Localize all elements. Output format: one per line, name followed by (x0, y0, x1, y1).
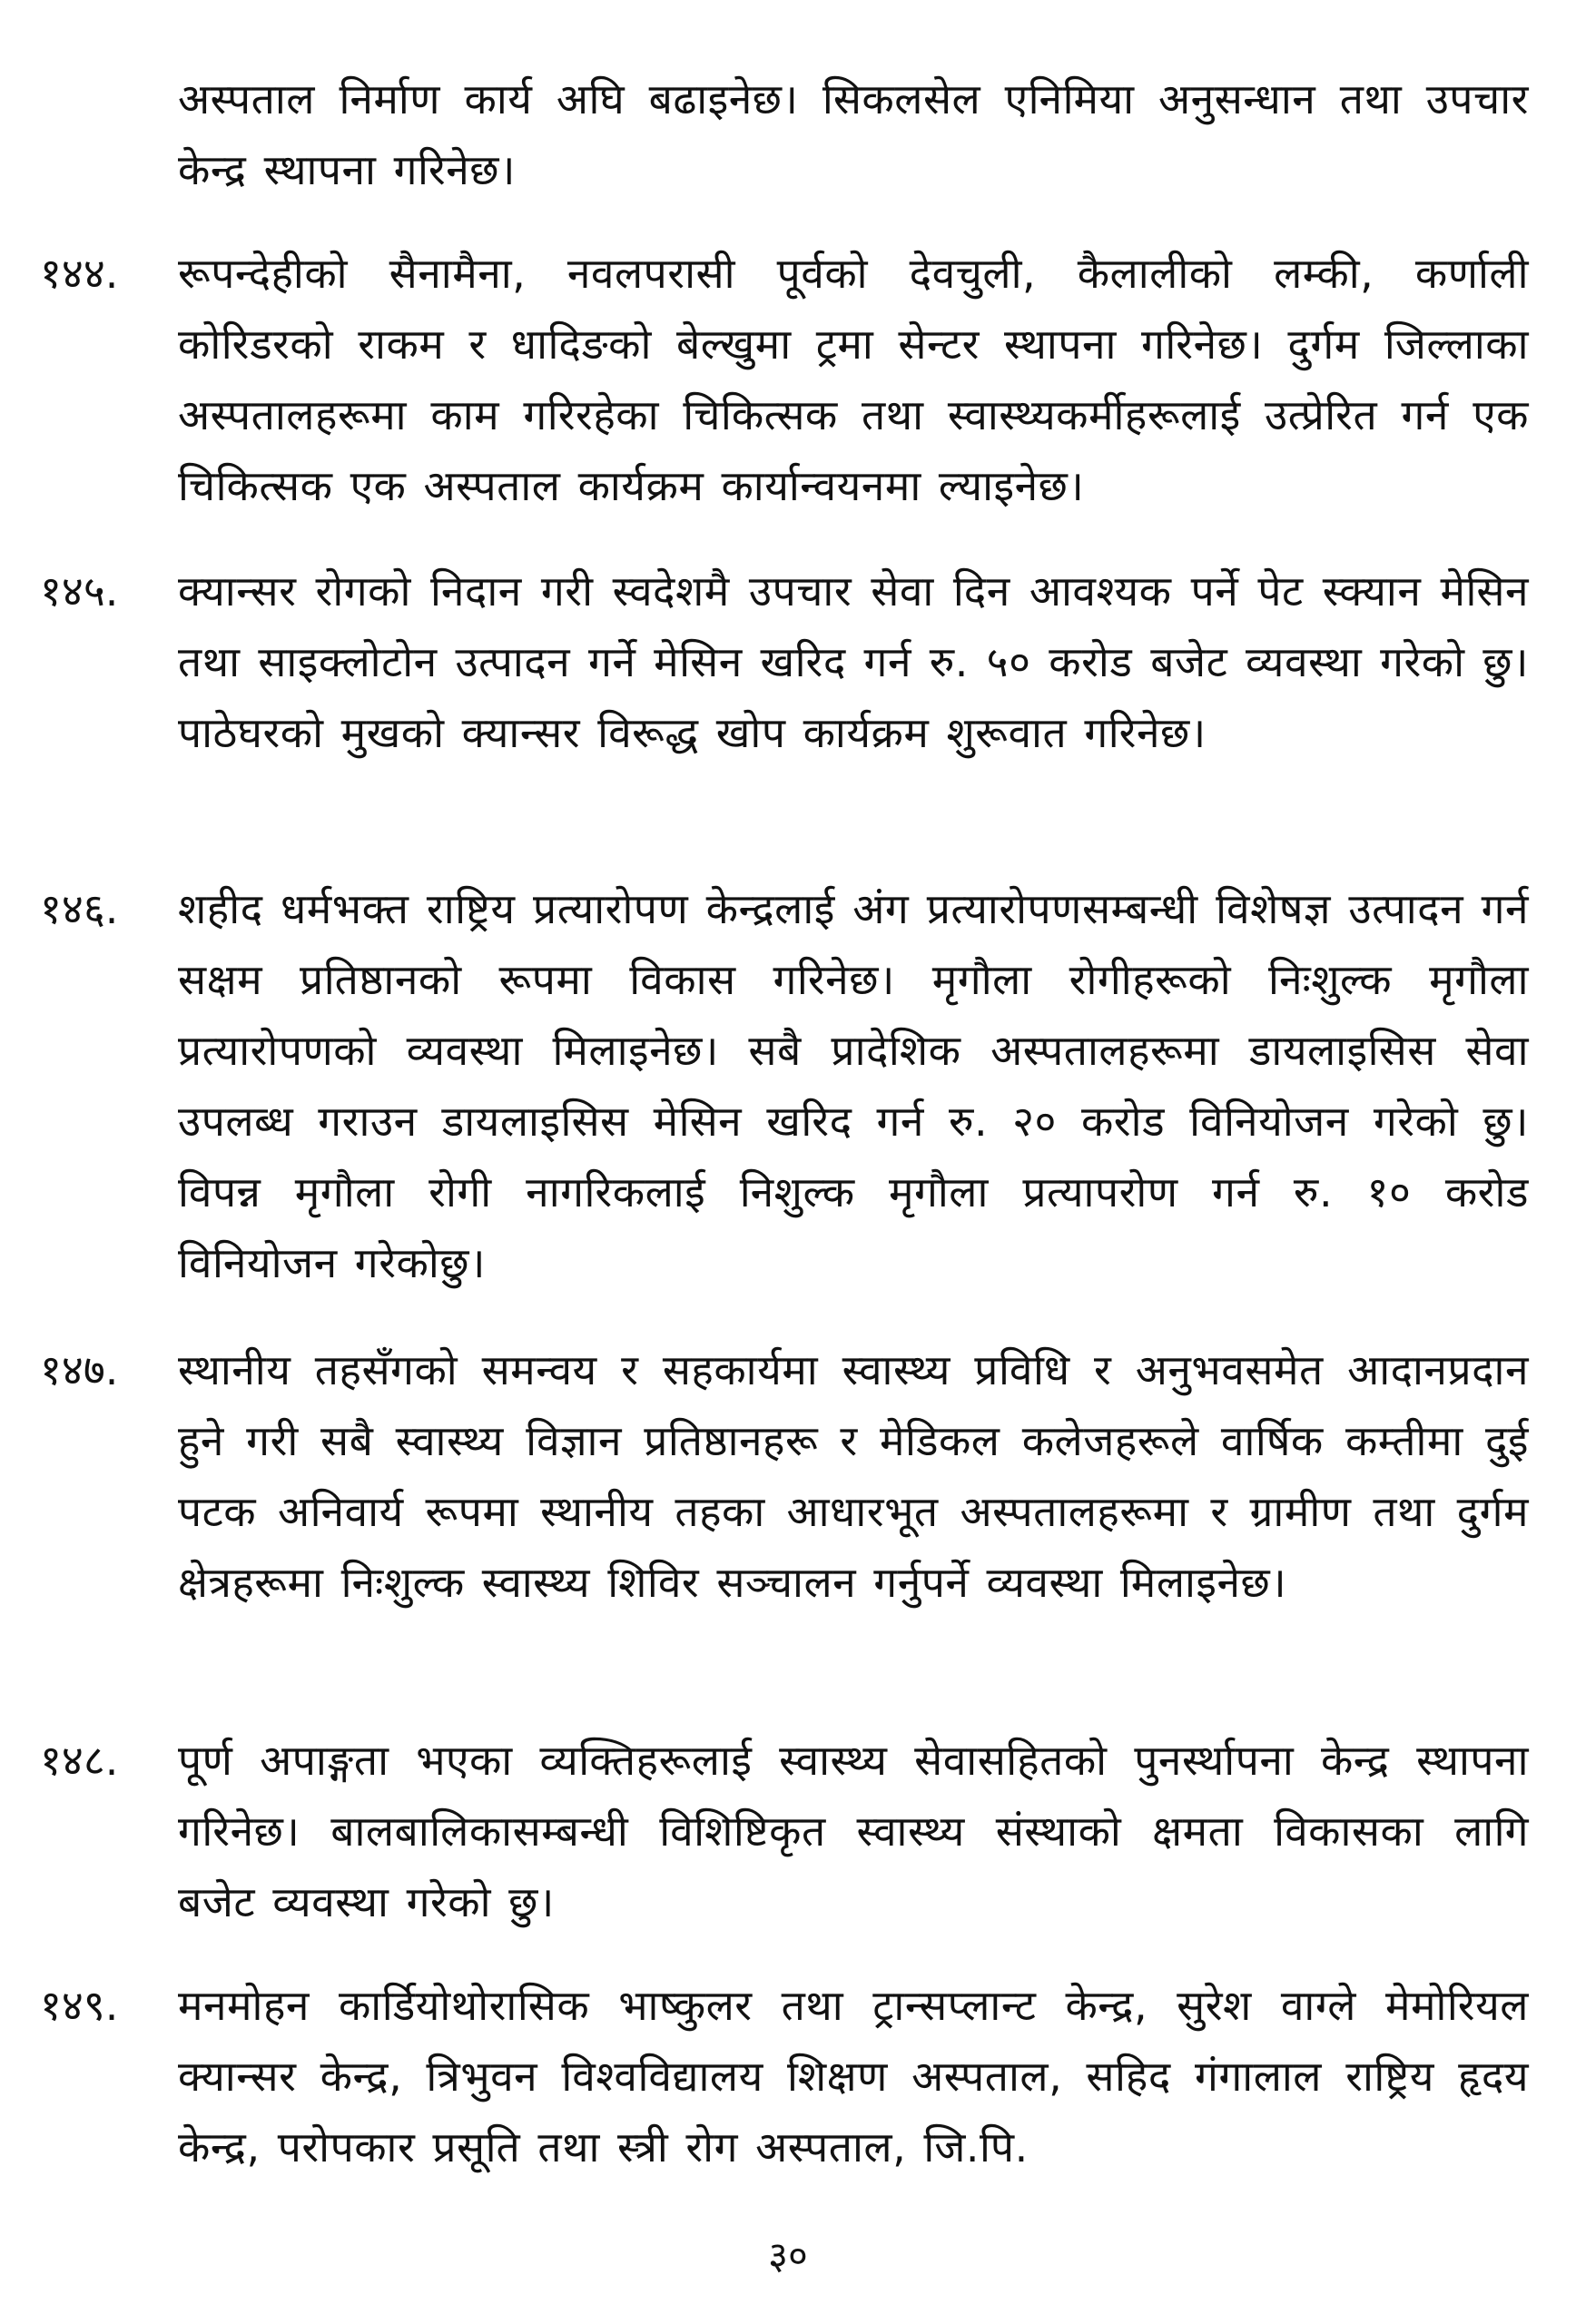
paragraph-number: १४४. (40, 249, 119, 298)
paragraph-text: रूपन्देहीको सैनामैना, नवलपरासी पूर्वको देवचुली, कैलालीको लम्की, कर्णाली कोरिडरको राकम र धादिङको बेल्खुमा ट्रमा सेन्टर स्थापना गरिनेछ। दुर्गम जिल्लाका अस्पतालहरूमा काम गरिरहेका चिकित्सक तथा स्वास्थ्यकर्मीहरूलाई उत्प्रेरित गर्न एक चिकित्सक एक अस्पताल कार्यक्रम कार्यान्वयनमा ल्याइनेछ। (178, 249, 1529, 510)
paragraph-145 (40, 556, 1529, 846)
paragraph-text: पूर्ण अपाङ्गता भएका व्यक्तिहरूलाई स्वास्थ्य सेवासहितको पुनर्स्थापना केन्द्र स्थापना गरिनेछ। बालबालिकासम्बन्धी विशिष्टिकृत स्वास्थ्य संस्थाको क्षमता विकासका लागि बजेट व्यवस्था गरेको छु। (178, 1736, 1529, 1926)
paragraph-text: क्यान्सर रोगको निदान गरी स्वदेशमै उपचार सेवा दिन आवश्यक पर्ने पेट स्क्यान मेसिन तथा साइक्लोटोन उत्पादन गर्ने मेसिन खरिद गर्न रु. ५० करोड बजेट व्यवस्था गरेको छु। पाठेघरको मुखको क्यान्सर विरूद्ध खोप कार्यक्रम शुरूवात गरिनेछ। (178, 566, 1529, 757)
paragraph-149 (40, 1970, 1529, 2188)
paragraph-text: अस्पताल निर्माण कार्य अघि बढाइनेछ। सिकलसेल एनिमिया अनुसन्धान तथा उपचार केन्द्र स्थापना गरिनेछ। (178, 74, 1529, 194)
paragraph-text: मनमोहन कार्डियोथोरासिक भाष्कुलर तथा ट्रान्सप्लान्ट केन्द्र, सुरेश वाग्ले मेमोरियल क्यान्सर केन्द्र, त्रिभुवन विश्वविद्यालय शिक्षण अस्पताल, सहिद गंगालाल राष्ट्रिय हृदय केन्द्र, परोपकार प्रसूति तथा स्त्री रोग अस्पताल, जि.पि. (178, 1981, 1529, 2171)
paragraph-continuation (40, 64, 1529, 209)
paragraph-number: १४९. (40, 1981, 119, 2030)
paragraph-number: १४७. (40, 1345, 119, 1394)
paragraph-number: १४८. (40, 1736, 119, 1785)
paragraph-146 (40, 873, 1529, 1309)
paragraph-148 (40, 1725, 1529, 1943)
paragraph-147 (40, 1334, 1529, 1698)
paragraph-144 (40, 238, 1529, 528)
paragraph-text: स्थानीय तहसँगको समन्वय र सहकार्यमा स्वास्थ्य प्रविधि र अनुभवसमेत आदानप्रदान हुने गरी सबै स्वास्थ्य विज्ञान प्रतिष्ठानहरू र मेडिकल कलेजहरूले वार्षिक कम्तीमा दुई पटक अनिवार्य रूपमा स्थानीय तहका आधारभूत अस्पतालहरूमा र ग्रामीण तथा दुर्गम क्षेत्रहरूमा निःशुल्क स्वास्थ्य शिविर सञ्चालन गर्नुपर्ने व्यवस्था मिलाइनेछ। (178, 1345, 1529, 1607)
page-number: ३० (768, 2233, 808, 2278)
paragraph-number: १४५. (40, 566, 119, 615)
paragraph-number: १४६. (40, 884, 119, 933)
paragraph-text: शहीद धर्मभक्त राष्ट्रिय प्रत्यारोपण केन्द्रलाई अंग प्रत्यारोपणसम्बन्धी विशेषज्ञ उत्पादन गर्न सक्षम प्रतिष्ठानको रूपमा विकास गरिनेछ। मृगौला रोगीहरूको निःशुल्क मृगौला प्रत्यारोपणको व्यवस्था मिलाइनेछ। सबै प्रादेशिक अस्पतालहरूमा डायलाइसिस सेवा उपलब्ध गराउन डायलाइसिस मेसिन खरिद गर्न रु. २० करोड विनियोजन गरेको छु। विपन्न मृगौला रोगी नागरिकलाई निशुल्क मृगौला प्रत्यापरोण गर्न रु. १० करोड विनियोजन गरेकोछु। (178, 884, 1529, 1287)
